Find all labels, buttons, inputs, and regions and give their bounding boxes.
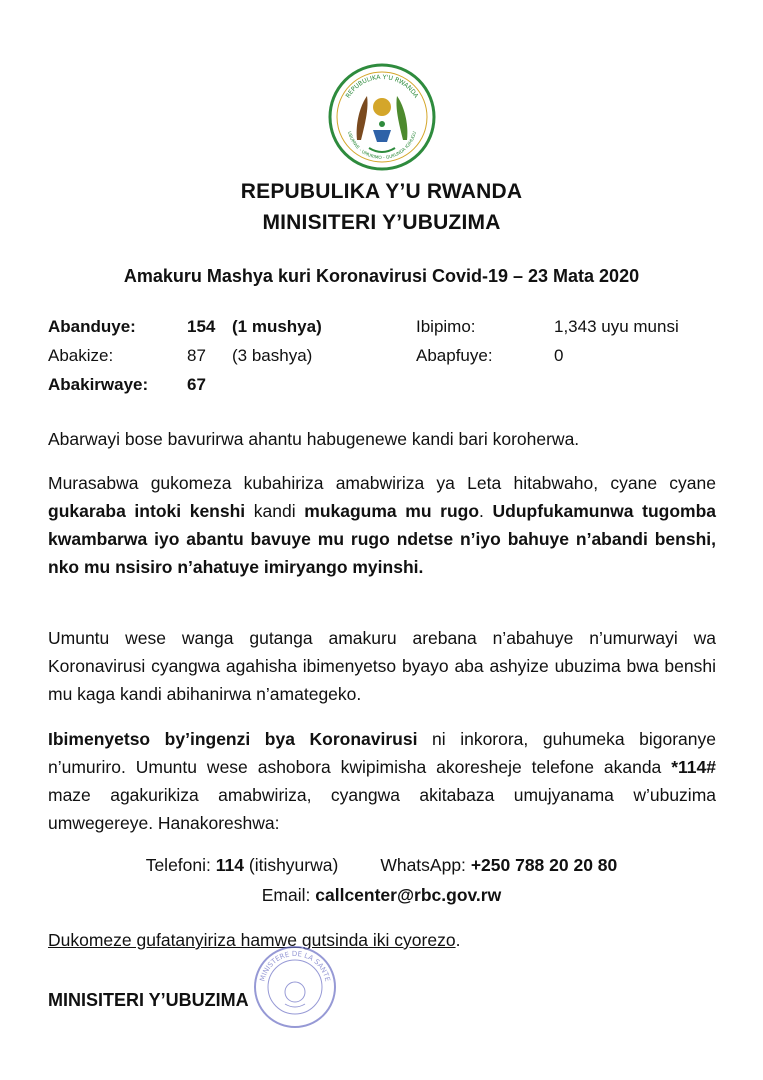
deaths-label: Abapfuye: bbox=[416, 346, 493, 365]
paragraph-reporting: Umuntu wese wanga gutanga amakuru arebana n’abahuye n’umurwayi wa Koronavirusi cyangwa agahisha ibimenyetso byayo aba ashyize ubuzima bwa benshi mu kaga kandi abihanirwa n’amategeko. bbox=[48, 628, 716, 704]
confirmed-label: Abanduye: bbox=[48, 317, 136, 336]
svg-text:REPUBULIKA Y'U RWANDA: REPUBULIKA Y'U RWANDA bbox=[344, 73, 420, 100]
recovered-note: (3 bashya) bbox=[232, 346, 313, 365]
report-title: Amakuru Mashya kuri Koronavirusi Covid-19 – 23 Mata 2020 bbox=[123, 266, 640, 286]
confirmed-note: (1 mushya) bbox=[232, 317, 322, 336]
whatsapp-number: +250 788 20 20 80 bbox=[470, 855, 618, 875]
tests-label: Ibipimo: bbox=[416, 317, 476, 336]
contact-line-email: Email: callcenter@rbc.gov.rw bbox=[261, 885, 502, 905]
closing-statement: Dukomeze gufatanyiriza hamwe gutsinda iki cyorezo. bbox=[48, 930, 461, 950]
svg-text:UBUMWE - UMURIMO - GUKUNDA IGI: UBUMWE - UMURIMO - GUKUNDA IGIHUGU bbox=[345, 131, 419, 162]
paragraph-guidelines: Murasabwa gukomeza kubahiriza amabwiriza ya Leta hitabwaho, cyane cyane gukaraba intoki kenshi kandi mukaguma mu rugo. Udupfukamunwa tugomba kwambarwa iyo abantu bavuye mu rugo ndetse n’iyo bahuye n’abandi benshi, nko mu nsisiro n’ahatuye imiryango myinshi. bbox=[48, 473, 717, 577]
svg-text:MINISTERE DE LA SANTE: MINISTERE DE LA SANTE bbox=[258, 949, 332, 983]
tests-value: 1,343 uyu munsi bbox=[554, 317, 679, 336]
header-republic: REPUBULIKA Y’U RWANDA bbox=[240, 180, 523, 203]
email-address: callcenter@rbc.gov.rw bbox=[315, 885, 502, 905]
header-ministry: MINISITERI Y’UBUZIMA bbox=[262, 211, 501, 234]
ministry-stamp-icon bbox=[252, 944, 338, 1030]
phone-number: 114 bbox=[215, 855, 244, 875]
deaths-value: 0 bbox=[554, 346, 564, 365]
paragraph-symptoms: Ibimenyetso by’ingenzi bya Koronavirusi ni inkorora, guhumeka bigoranye n’umuriro. Umuntu wese ashobora kwipimisha akoresheje telefone akanda *114# maze agakurikiza amabwiriza, cyangwa akitabaza umujyanama w’ubuzima umwegereye. Hanakoreshwa: bbox=[48, 729, 716, 833]
confirmed-value: 154 bbox=[187, 317, 216, 336]
footer-ministry: MINISITERI Y’UBUZIMA bbox=[48, 990, 249, 1010]
coat-of-arms-emblem bbox=[327, 62, 437, 172]
recovered-value: 87 bbox=[187, 346, 206, 365]
recovered-label: Abakize: bbox=[48, 346, 114, 365]
active-value: 67 bbox=[187, 375, 206, 394]
paragraph-patients: Abarwayi bose bavurirwa ahantu habugenewe kandi bari koroherwa. bbox=[48, 429, 580, 449]
active-label: Abakirwaye: bbox=[48, 375, 149, 394]
contact-line-phone: Telefoni: 114 (itishyurwa) WhatsApp: +250 788 20 20 80 bbox=[145, 855, 618, 875]
